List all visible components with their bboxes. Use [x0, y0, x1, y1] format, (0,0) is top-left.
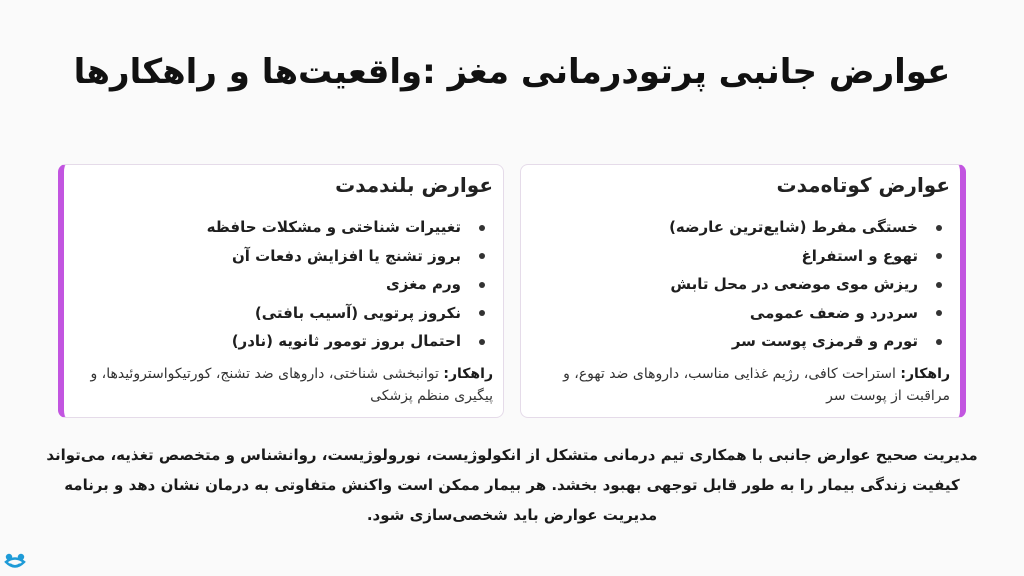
list-item: خستگی مفرط (شایع‌ترین عارضه) — [669, 213, 942, 242]
long-term-card — [58, 164, 504, 418]
long-term-solution — [74, 363, 493, 407]
bullet-icon — [479, 282, 485, 288]
solution-label: راهکار: — [900, 366, 950, 382]
bullet-icon — [936, 225, 942, 231]
footer-paragraph: مدیریت صحیح عوارض جانبی با همکاری تیم درمانی متشکل از انکولوژیست، نورولوژیست، روانشناس و متخصص تغذیه، می‌تواند کیفیت زندگی بیمار را به طور قابل توجهی بهبود بخشد. هر بیمار ممکن است واکنش متفاوتی به درمان نشان دهد و برنامه مدیریت عوارض باید شخصی‌سازی شود. — [46, 446, 978, 524]
long-term-list — [207, 213, 485, 356]
short-term-solution — [531, 363, 950, 407]
list-item: تهوع و استفراغ — [669, 242, 942, 271]
short-term-list — [669, 213, 942, 356]
bullet-icon — [479, 253, 485, 259]
bullet-icon — [479, 310, 485, 316]
bullet-icon — [479, 339, 485, 345]
list-item: ریزش موی موضعی در محل تابش — [669, 270, 942, 299]
list-item: سردرد و ضعف عمومی — [669, 299, 942, 328]
solution-text: توانبخشی شناختی، داروهای ضد تشنج، کورتیکواستروئیدها، و پیگیری منظم پزشکی — [90, 366, 493, 404]
short-term-card — [520, 164, 966, 418]
bullet-icon — [936, 310, 942, 316]
solution-label: راهکار: — [443, 366, 493, 382]
list-item: تورم و قرمزی پوست سر — [669, 327, 942, 356]
list-item: تغییرات شناختی و مشکلات حافظه — [207, 213, 485, 242]
long-term-heading: عوارض بلندمدت — [335, 173, 493, 197]
list-item: ورم مغزی — [207, 270, 485, 299]
solution-text: استراحت کافی، رژیم غذایی مناسب، داروهای ضد تهوع، و مراقبت از پوست سر — [563, 366, 950, 404]
bullet-icon — [936, 282, 942, 288]
short-term-heading: عوارض کوتاه‌مدت — [776, 173, 950, 197]
brand-logo-icon — [4, 552, 26, 572]
page-title: عوارض جانبی پرتودرمانی مغز :واقعیت‌ها و راهکارها — [73, 52, 951, 92]
bullet-icon — [479, 225, 485, 231]
bullet-icon — [936, 339, 942, 345]
list-item: احتمال بروز تومور ثانویه (نادر) — [207, 327, 485, 356]
list-item: نکروز پرتویی (آسیب بافتی) — [207, 299, 485, 328]
list-item: بروز تشنج یا افزایش دفعات آن — [207, 242, 485, 271]
bullet-icon — [936, 253, 942, 259]
